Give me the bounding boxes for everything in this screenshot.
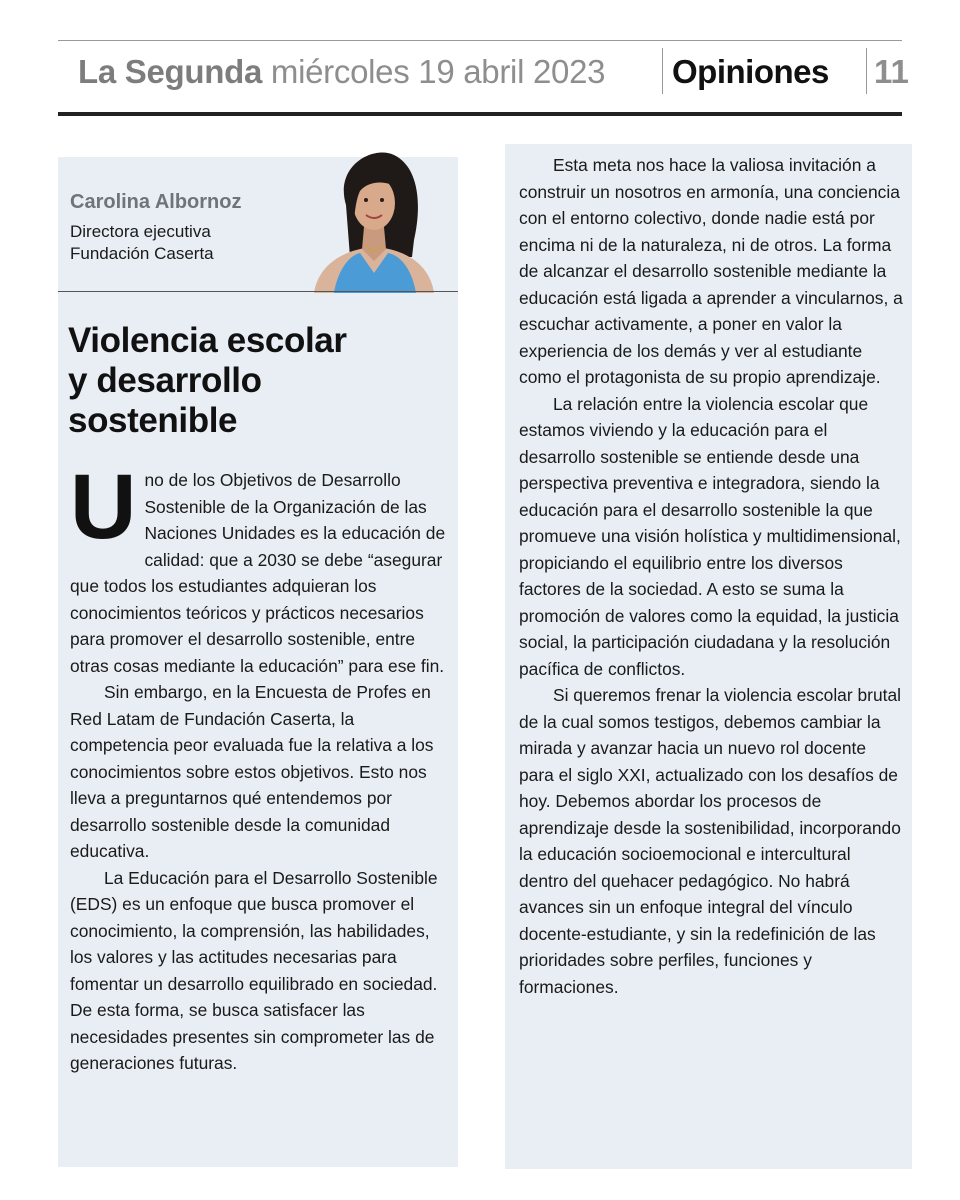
- article-headline: [68, 321, 448, 441]
- section-name: Opiniones: [672, 53, 829, 90]
- article-column-left: [58, 157, 458, 1167]
- masthead-paper-date: [78, 52, 605, 92]
- author-role-line: Fundación Caserta: [70, 244, 214, 263]
- headline-line: y desarrollo: [68, 361, 262, 400]
- masthead-rule: [58, 112, 902, 116]
- article-body-left: [70, 456, 448, 1077]
- article-body-right: [519, 152, 903, 1000]
- article-column-right: [505, 144, 912, 1169]
- author-name: Carolina Albornoz: [70, 191, 242, 213]
- headline-line: Violencia escolar: [68, 321, 347, 360]
- author-divider: [58, 291, 458, 292]
- masthead-separator: [662, 48, 663, 94]
- author-role: [70, 221, 214, 265]
- drop-cap: U: [70, 456, 137, 558]
- newspaper-name: La Segunda: [78, 53, 263, 90]
- author-portrait-icon: [294, 145, 454, 293]
- publication-date: miércoles 19 abril 2023: [270, 53, 606, 90]
- masthead-separator: [866, 48, 867, 94]
- paragraph: Si queremos frenar la violencia escolar brutal de la cual somos testigos, debemos cambiar la mirada y avanzar hacia un nuevo rol docente para el siglo XXI, actualizado con los desafíos de hoy. Debemos abordar los procesos de aprendizaje desde la sostenibilidad, incorporando la educación socioemocional e intercultural dentro del quehacer pedagógico. No habrá avances sin un enfoque integral del vínculo docente-estudiante, y sin la redefinición de las prioridades sobre perfiles, funciones y formaciones.: [519, 685, 901, 997]
- masthead-top-line: [58, 40, 902, 41]
- author-role-line: Directora ejecutiva: [70, 222, 211, 241]
- paragraph: La Educación para el Desarrollo Sostenible (EDS) es un enfoque que busca promover el conocimiento, la comprensión, las habilidades, los valores y las actitudes necesarias para fomentar un desarrollo equilibrado en sociedad. De esta forma, se busca satisfacer las necesidades presentes sin comprometer las de generaciones futuras.: [70, 867, 438, 1073]
- paragraph: Esta meta nos hace la valiosa invitación a construir un nosotros en armonía, una conciencia con el entorno colectivo, donde nadie está por encima ni de la naturaleza, ni de otros. La forma de alcanzar el desarrollo sostenible mediante la educación está ligada a aprender a vincularnos, a escuchar activamente, a poner en valor la experiencia de los demás y ver al estudiante como el protagonista de su propio aprendizaje.: [519, 155, 903, 387]
- paragraph-text: no de los Objetivos de Desarrollo Sostenible de la Organización de las Naciones Unidades es la educación de calidad: que a 2030 se debe “asegurar que todos los estudiantes adquieran los conocimientos teóricos y prácticos necesarios para promover el desarrollo sostenible, entre otras cosas mediante la educación” para ese fin.: [70, 470, 446, 676]
- headline-line: sostenible: [68, 401, 238, 440]
- paragraph: [70, 456, 448, 679]
- masthead: [58, 40, 909, 118]
- paragraph: Sin embargo, en la Encuesta de Profes en Red Latam de Fundación Caserta, la competencia peor evaluada fue la relativa a los conocimientos sobre estos objetivos. Esto nos lleva a preguntarnos qué entendemos por desarrollo sostenible desde la comunidad educativa.: [70, 682, 434, 861]
- author-photo: [294, 145, 454, 293]
- paragraph: La relación entre la violencia escolar que estamos viviendo y la educación para el desarrollo sostenible se entiende desde una perspectiva preventiva e integradora, siendo la educación para el desarrollo sostenible la que promueve una visión holística y multidimensional, propiciando el equilibrio entre los diversos factores de la sociedad. A esto se suma la promoción de valores como la equidad, la justicia social, la participación ciudadana y la resolución pacífica de conflictos.: [519, 393, 901, 679]
- page-number: 11: [874, 53, 909, 90]
